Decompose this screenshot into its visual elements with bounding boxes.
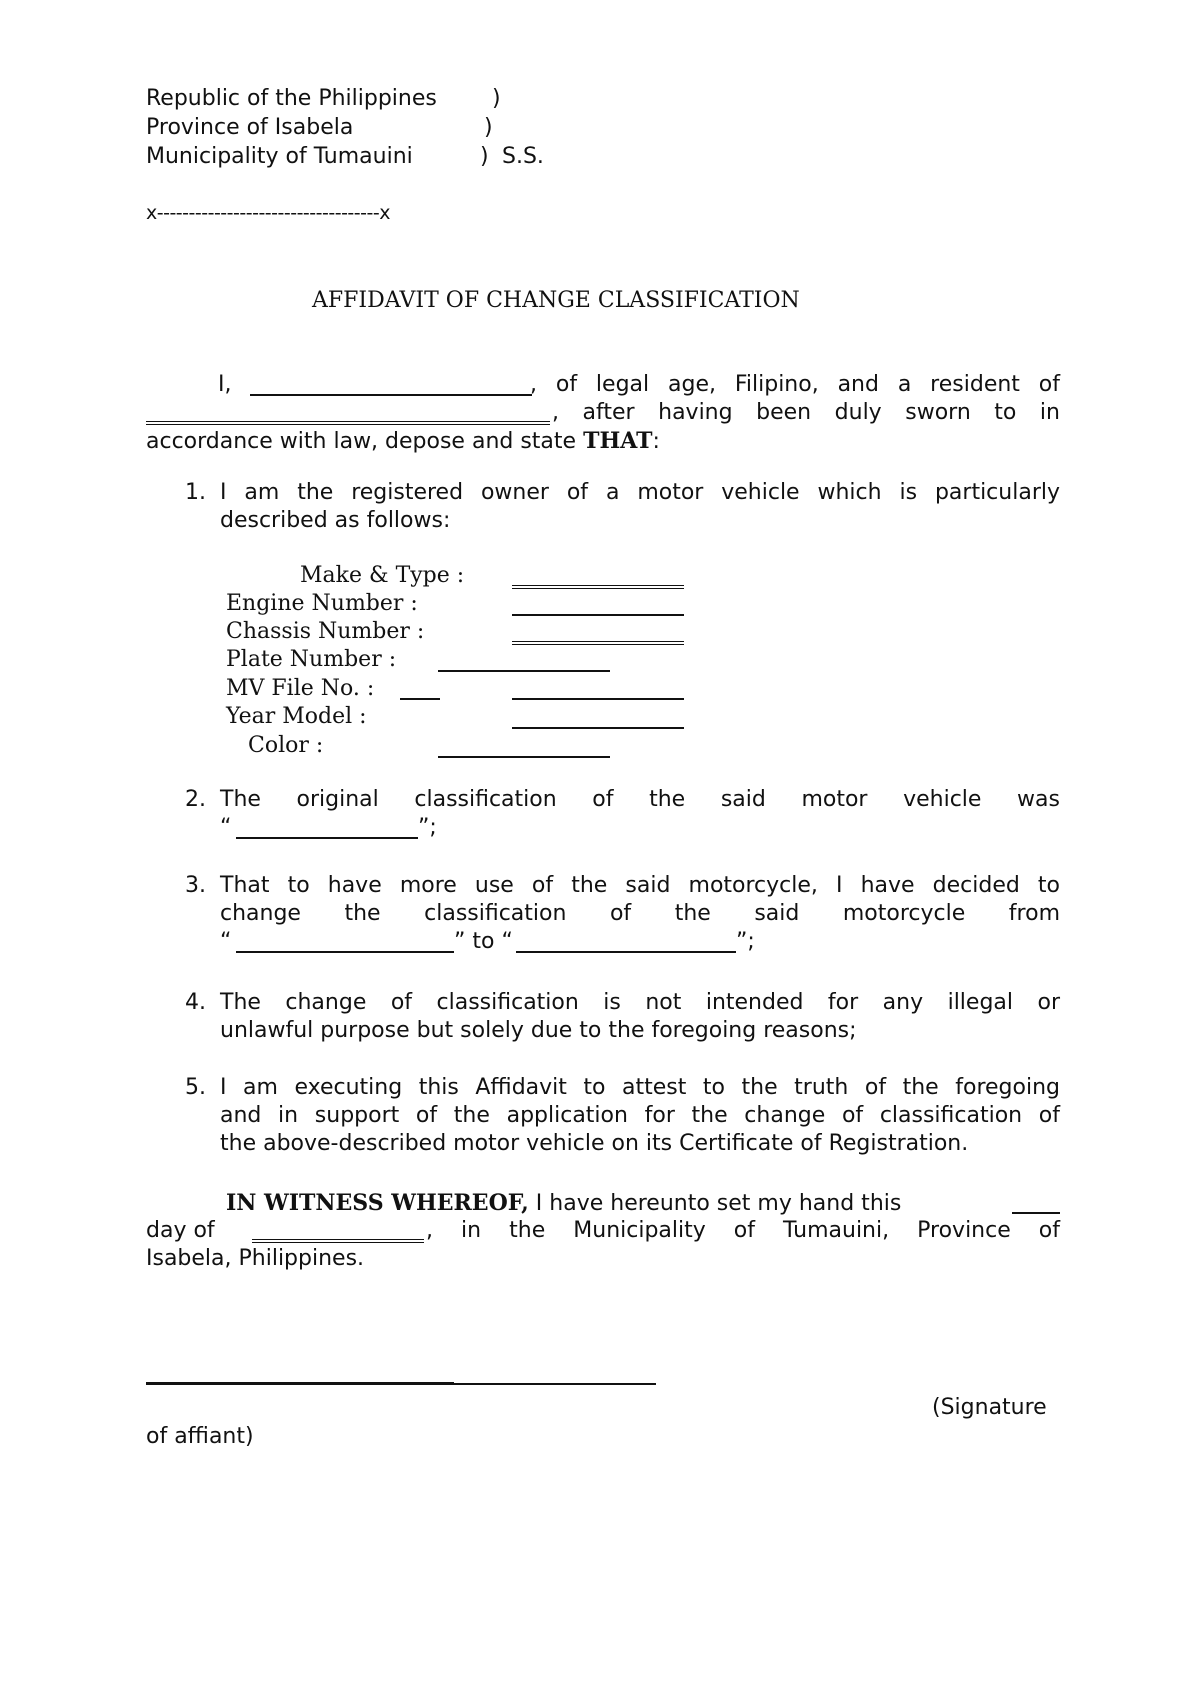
item-2-open-quote: “ <box>220 815 232 840</box>
year-model-blank[interactable] <box>512 727 684 729</box>
witness-whereof: IN WITNESS WHEREOF, <box>226 1190 529 1216</box>
item-3-line-1: That to have more use of the said motorcycle, I have decided to <box>220 873 1060 898</box>
witness-line-1 <box>226 1190 901 1216</box>
chassis-number-blank[interactable] <box>512 641 684 645</box>
item-number: 4. <box>185 990 206 1015</box>
field-make-type: Make & Type : <box>300 563 465 588</box>
venue-republic: Republic of the Philippines <box>146 86 437 111</box>
signature-label-part-2: of affiant) <box>146 1424 254 1449</box>
plate-number-blank[interactable] <box>438 670 610 672</box>
item-4-line-1: The change of classification is not intended for any illegal or <box>220 990 1060 1015</box>
item-3-line-2: change the classification of the said motorcycle from <box>220 901 1060 926</box>
item-5-line-2: and in support of the application for the change of classification of <box>220 1103 1060 1128</box>
venue-paren: ) <box>480 144 489 169</box>
to-classification-blank[interactable] <box>516 951 736 953</box>
mv-file-no-blank[interactable] <box>512 698 684 700</box>
item-number: 1. <box>185 480 206 505</box>
name-blank[interactable] <box>250 394 532 396</box>
separator-line: x-----------------------------------x <box>146 202 390 224</box>
witness-text-2: , in the Municipality of Tumauini, Province of <box>426 1218 1060 1243</box>
signature-label-part-1: (Signature <box>932 1395 1047 1420</box>
field-color: Color : <box>248 733 324 758</box>
item-4-line-2: unlawful purpose but solely due to the foregoing reasons; <box>220 1018 857 1043</box>
engine-number-blank[interactable] <box>512 614 684 616</box>
signature-line-extension <box>454 1383 656 1385</box>
venue-paren: ) <box>484 115 493 140</box>
document-title: AFFIDAVIT OF CHANGE CLASSIFICATION <box>312 288 800 313</box>
signature-line[interactable] <box>146 1382 454 1385</box>
item-2-line-1: The original classification of the said motor vehicle was <box>220 787 1060 812</box>
item-5-line-1: I am executing this Affidavit to attest to the truth of the foregoing <box>220 1075 1060 1100</box>
item-2-close-quote: ”; <box>418 815 437 840</box>
field-engine-number: Engine Number : <box>226 591 418 616</box>
item-1-line-2: described as follows: <box>220 508 451 533</box>
color-blank[interactable] <box>438 756 610 758</box>
item-number: 2. <box>185 787 206 812</box>
field-year-model: Year Model : <box>226 704 367 729</box>
field-mv-file-no: MV File No. : <box>226 676 375 701</box>
intro-that: THAT <box>583 428 653 454</box>
original-classification-blank[interactable] <box>236 837 418 839</box>
intro-colon: : <box>652 429 660 454</box>
intro-text-1: , of legal age, Filipino, and a resident of <box>530 372 1060 397</box>
witness-text-3: Isabela, Philippines. <box>146 1246 365 1271</box>
venue-ss: S.S. <box>502 144 544 169</box>
intro-text-2: , after having been duly sworn to in <box>552 400 1060 425</box>
field-plate-number: Plate Number : <box>226 647 397 672</box>
venue-municipality: Municipality of Tumauini <box>146 144 413 169</box>
item-number: 5. <box>185 1075 206 1100</box>
venue-paren: ) <box>492 86 501 111</box>
field-chassis-number: Chassis Number : <box>226 619 425 644</box>
day-number-blank[interactable] <box>1012 1212 1060 1214</box>
witness-day-of: day of <box>146 1218 215 1243</box>
venue-province: Province of Isabela <box>146 115 354 140</box>
item-3-to: ” to “ <box>454 929 513 954</box>
month-year-blank[interactable] <box>252 1239 424 1243</box>
intro-text-3a: accordance with law, depose and state <box>146 429 584 454</box>
item-1-line-1: I am the registered owner of a motor vehicle which is particularly <box>220 480 1060 505</box>
item-3-close-quote: ”; <box>736 929 755 954</box>
intro-i: I, <box>218 372 232 397</box>
witness-text-1: I have hereunto set my hand this <box>528 1191 902 1216</box>
from-classification-blank[interactable] <box>236 951 454 953</box>
item-number: 3. <box>185 873 206 898</box>
item-5-line-3: the above-described motor vehicle on its Certificate of Registration. <box>220 1131 969 1156</box>
intro-text-3 <box>146 428 660 454</box>
mv-file-short-blank[interactable] <box>400 698 440 700</box>
item-3-open-quote: “ <box>220 929 232 954</box>
make-type-blank[interactable] <box>512 585 684 589</box>
residence-blank[interactable] <box>146 421 550 425</box>
